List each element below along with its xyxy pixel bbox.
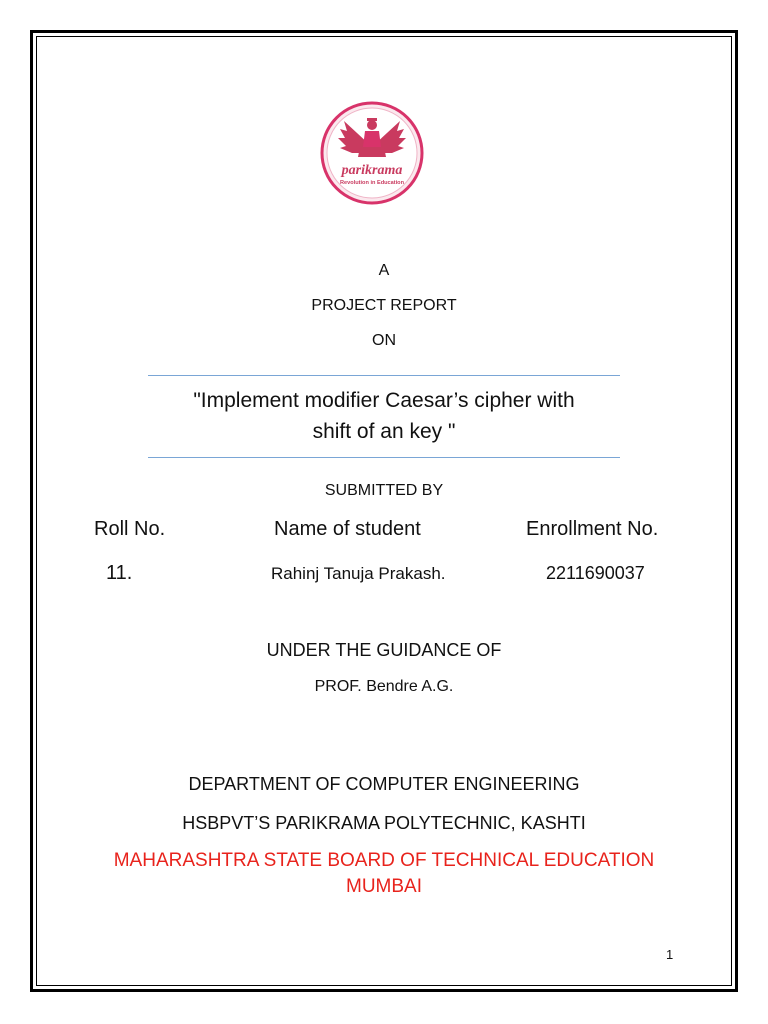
department-name: DEPARTMENT OF COMPUTER ENGINEERING [188, 774, 580, 794]
project-title-line2: shift of an key " [312, 420, 456, 443]
page-number: 1 [666, 947, 674, 962]
student-name-value: Rahinj Tanuja Prakash. [271, 564, 446, 583]
college-name: HSBPVT’S PARIKRAMA POLYTECHNIC, KASHTI [182, 813, 586, 833]
heading-a: A [378, 262, 390, 279]
board-name-line1: MAHARASHTRA STATE BOARD OF TECHNICAL EDUCATION [113, 850, 655, 871]
title-rule-bottom [148, 457, 620, 458]
enrollment-no-header: Enrollment No. [526, 518, 659, 540]
student-name-header: Name of student [274, 518, 421, 540]
enrollment-no-value: 2211690037 [546, 563, 645, 583]
parikrama-emblem-icon [320, 101, 424, 205]
logo-tagline: Revolution in Education [339, 180, 405, 186]
board-name [0, 848, 768, 900]
guidance-label: UNDER THE GUIDANCE OF [266, 640, 502, 660]
project-title-line1: "Implement modifier Caesar’s cipher with [193, 389, 575, 412]
heading-project-report: PROJECT REPORT [311, 297, 457, 314]
roll-no-header: Roll No. [94, 518, 166, 540]
roll-no-value: 11. [106, 562, 133, 584]
submitted-by-label: SUBMITTED BY [324, 482, 444, 499]
parikrama-logo [320, 101, 424, 205]
logo-wordmark: parikrama [341, 163, 403, 178]
guide-name: PROF. Bendre A.G. [314, 678, 454, 695]
board-name-line2: MUMBAI [346, 876, 422, 897]
title-rule-top [148, 375, 620, 376]
project-title [0, 385, 768, 447]
heading-on: ON [372, 332, 396, 349]
